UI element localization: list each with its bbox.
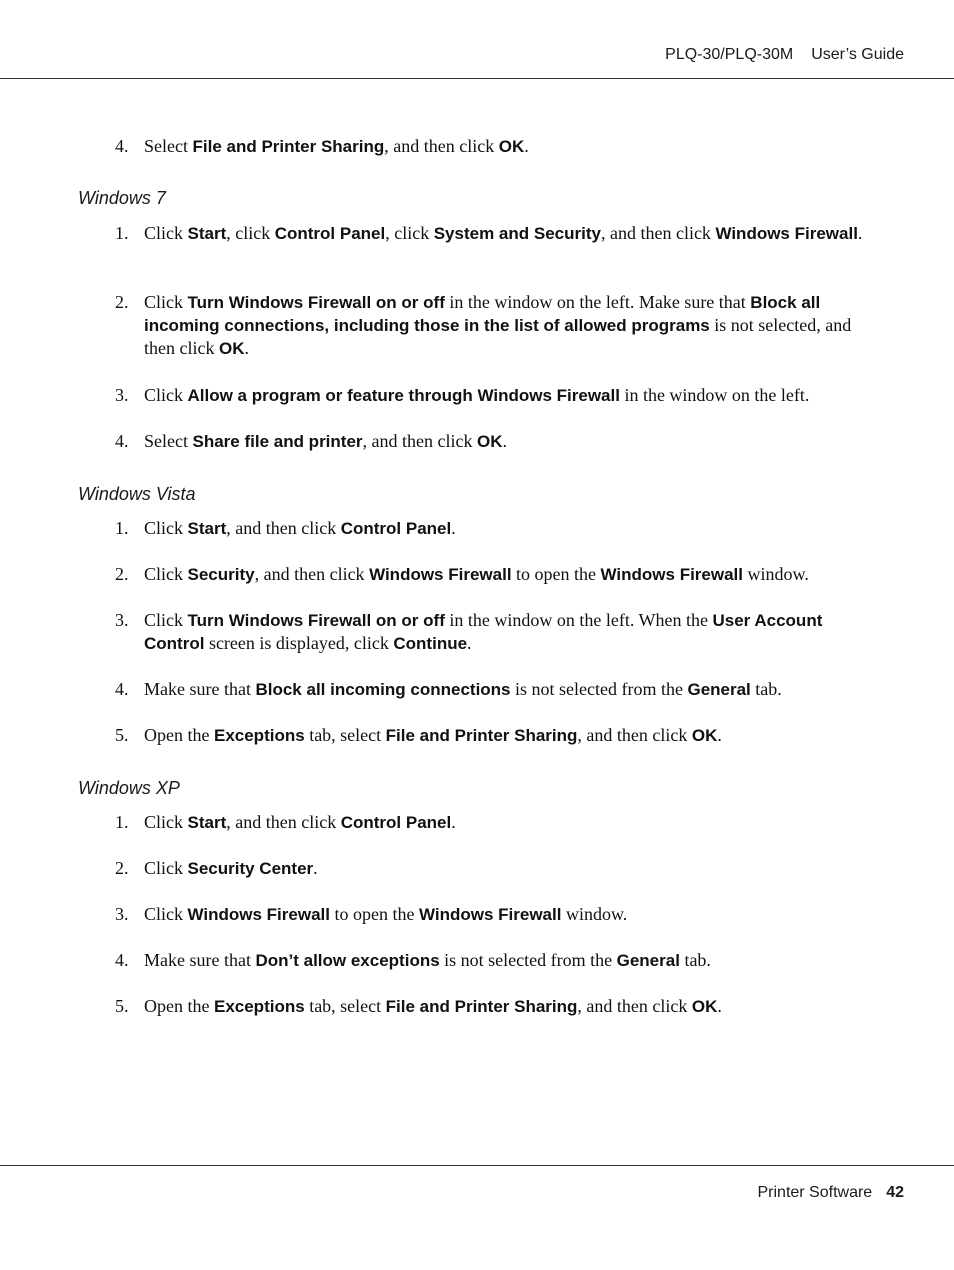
vista-step-3: 3. Click Turn Windows Firewall on or off in the window on the left. When the User Account Control screen is displayed, click Continue. <box>115 610 823 653</box>
page-number: 42 <box>886 1184 904 1201</box>
step-number: 1. <box>115 223 129 243</box>
step-number: 3. <box>115 904 129 924</box>
page-header <box>665 46 904 64</box>
win7-step-2: 2. Click Turn Windows Firewall on or off in the window on the left. Make sure that Block all incoming connections, including those in the list of allowed programs is not selected, and then click OK. <box>115 292 852 358</box>
step-number: 2. <box>115 292 129 312</box>
step-number: 3. <box>115 385 129 405</box>
step-number: 2. <box>115 858 129 878</box>
step-number: 4. <box>115 136 129 156</box>
header-model: PLQ-30/PLQ-30M <box>665 46 794 63</box>
step-number: 2. <box>115 564 129 584</box>
step-number: 4. <box>115 950 129 970</box>
vista-step-4: 4. Make sure that Block all incoming connections is not selected from the General tab. <box>115 679 782 699</box>
step-number: 3. <box>115 610 129 630</box>
intro-step-4: 4. Select File and Printer Sharing, and then click OK. <box>115 136 529 156</box>
header-rule <box>0 78 954 79</box>
xp-step-3: 3. Click Windows Firewall to open the Windows Firewall window. <box>115 904 628 924</box>
win7-step-3: 3. Click Allow a program or feature through Windows Firewall in the window on the left. <box>115 385 810 405</box>
win7-step-4: 4. Select Share file and printer, and then click OK. <box>115 431 507 451</box>
win7-step-1: 1. Click Start, click Control Panel, click System and Security, and then click Windows Firewall. <box>115 223 863 243</box>
step-number: 4. <box>115 679 129 699</box>
footer-rule <box>0 1165 954 1166</box>
xp-step-5: 5. Open the Exceptions tab, select File and Printer Sharing, and then click OK. <box>115 996 722 1016</box>
heading-windows-7: Windows 7 <box>78 188 166 208</box>
xp-step-2: 2. Click Security Center. <box>115 858 318 878</box>
header-title: User’s Guide <box>811 46 904 63</box>
step-number: 1. <box>115 812 129 832</box>
step-number: 1. <box>115 518 129 538</box>
xp-step-1: 1. Click Start, and then click Control Panel. <box>115 812 456 832</box>
heading-windows-xp: Windows XP <box>78 778 180 798</box>
vista-step-2: 2. Click Security, and then click Windows Firewall to open the Windows Firewall window. <box>115 564 809 584</box>
step-number: 5. <box>115 996 129 1016</box>
heading-windows-vista: Windows Vista <box>78 484 196 504</box>
step-number: 5. <box>115 725 129 745</box>
vista-step-5: 5. Open the Exceptions tab, select File and Printer Sharing, and then click OK. <box>115 725 722 745</box>
footer-section: Printer Software <box>757 1184 873 1201</box>
step-number: 4. <box>115 431 129 451</box>
page-footer <box>757 1184 904 1202</box>
vista-step-1: 1. Click Start, and then click Control Panel. <box>115 518 456 538</box>
xp-step-4: 4. Make sure that Don’t allow exceptions is not selected from the General tab. <box>115 950 711 970</box>
